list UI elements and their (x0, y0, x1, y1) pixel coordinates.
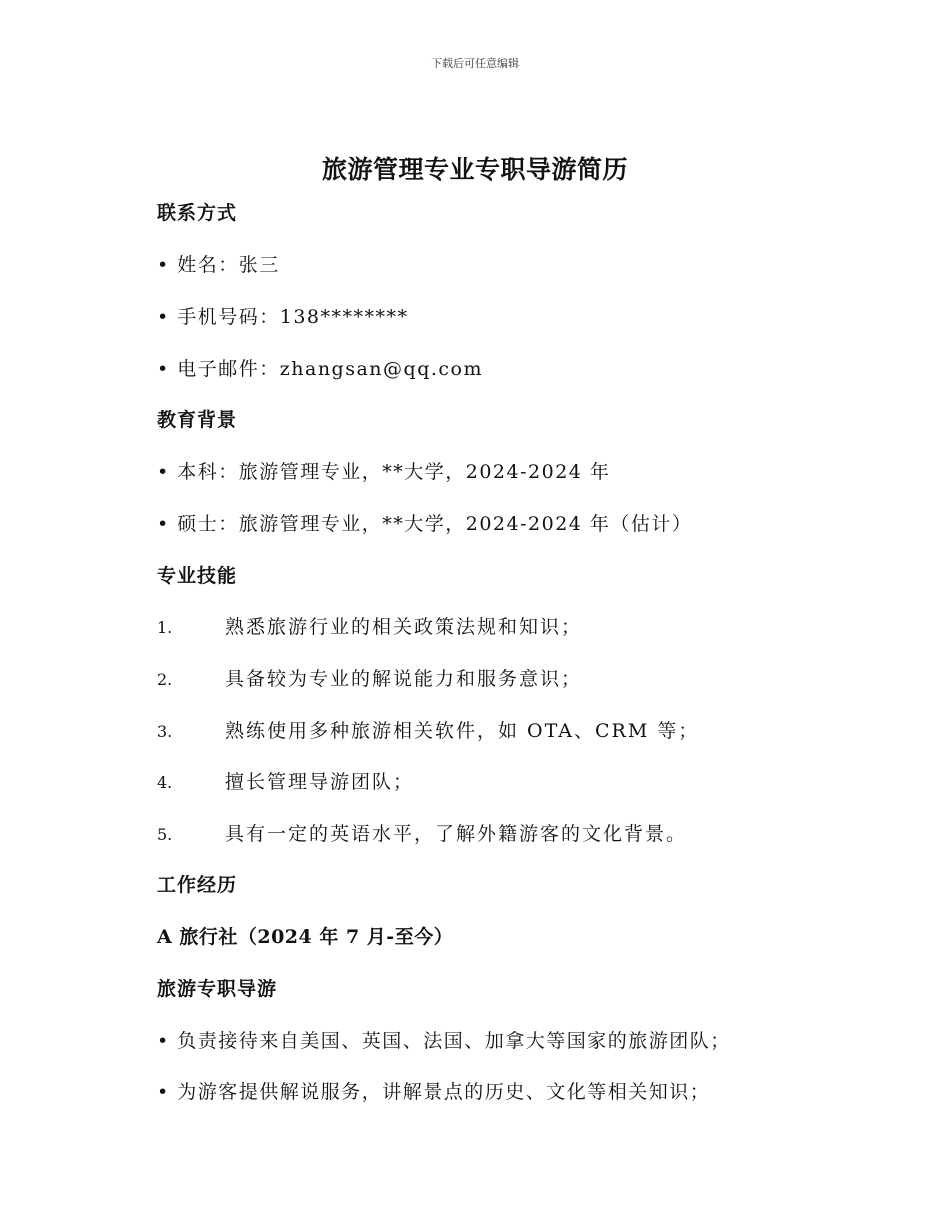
work-duty: • 负责接待来自美国、英国、法国、加拿大等国家的旅游团队； (157, 1030, 731, 1052)
education-master: • 硕士：旅游管理专业，**大学，2024-2024 年（估计） (157, 513, 693, 535)
section-heading-education: 教育背景 (157, 409, 238, 431)
skill-number: 5. (157, 825, 173, 844)
contact-name: • 姓名：张三 (157, 254, 280, 276)
skill-item (157, 612, 582, 639)
skill-item (157, 819, 687, 846)
skill-text: 熟练使用多种旅游相关软件，如 OTA、CRM 等； (225, 720, 700, 742)
skill-item (157, 664, 582, 691)
skill-item (157, 716, 699, 743)
skill-number: 2. (157, 670, 173, 689)
work-company: A 旅行社（2024 年 7 月-至今） (157, 926, 454, 948)
header-note: 下载后可任意编辑 (431, 57, 519, 70)
skill-text: 具有一定的英语水平，了解外籍游客的文化背景。 (225, 823, 688, 845)
skill-text: 熟悉旅游行业的相关政策法规和知识； (225, 616, 583, 638)
skill-number: 1. (157, 618, 173, 637)
section-heading-work: 工作经历 (157, 874, 238, 896)
skill-text: 擅长管理导游团队； (225, 771, 415, 793)
skill-number: 3. (157, 722, 173, 741)
document-title: 旅游管理专业专职导游简历 (321, 155, 628, 184)
skill-item (157, 767, 414, 794)
section-heading-skills: 专业技能 (157, 565, 238, 587)
section-heading-contact: 联系方式 (157, 202, 238, 224)
work-duty: • 为游客提供解说服务，讲解景点的历史、文化等相关知识； (157, 1081, 711, 1103)
skill-number: 4. (157, 773, 173, 792)
education-bachelor: • 本科：旅游管理专业，**大学，2024-2024 年 (157, 461, 611, 483)
skill-text: 具备较为专业的解说能力和服务意识； (225, 668, 583, 690)
contact-phone: • 手机号码：138******** (157, 306, 409, 328)
work-position: 旅游专职导游 (157, 978, 278, 1000)
contact-email: • 电子邮件：zhangsan@qq.com (157, 358, 483, 380)
